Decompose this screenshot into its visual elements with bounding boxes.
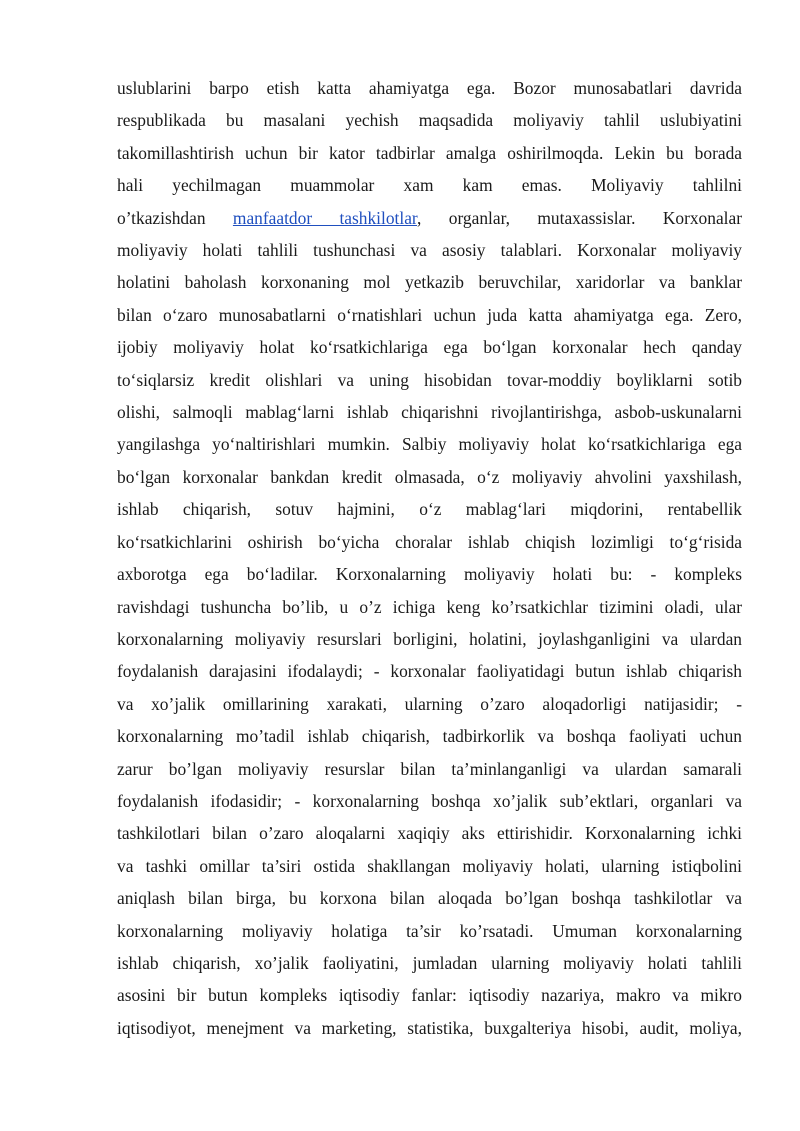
manfaatdor-tashkilotlar-link[interactable]: manfaatdor tashkilotlar — [232, 207, 418, 228]
text-line-26: aniqlash bilan birga, bu korxona bilan aloqada bo’lgan boshqa tashkilotlar va — [117, 888, 742, 909]
text-line-25: va tashki omillar ta’siri ostida shakllangan moliyaviy holati, ularning istiqbolini — [117, 855, 742, 876]
document-page — [117, 72, 742, 1044]
text-line-5-after: , organlar, mutaxassislar. Korxonalar — [417, 207, 742, 228]
text-line-11: olishi, salmoqli mablag‘larni ishlab chiqarishni rivojlantirishga, asbob-uskunalarni — [117, 402, 742, 423]
text-line-15: ko‘rsatkichlarini oshirish bo‘yicha choralar ishlab chiqish lozimligi to‘g‘risida — [117, 531, 742, 552]
text-line-5-before: o’tkazishdan — [117, 207, 233, 228]
text-line-16: axborotga ega bo‘ladilar. Korxonalarning moliyaviy holati bu: - kompleks — [117, 564, 742, 585]
text-line-9: ijobiy moliyaviy holat ko‘rsatkichlariga ega bo‘lgan korxonalar hech qanday — [117, 337, 742, 358]
text-line-14: ishlab chiqarish, sotuv hajmini, o‘z mablag‘lari miqdorini, rentabellik — [117, 499, 742, 520]
text-line-8: bilan o‘zaro munosabatlarni o‘rnatishlari uchun juda katta ahamiyatga ega. Zero, — [117, 304, 742, 325]
text-line-6: moliyaviy holati tahlili tushunchasi va asosiy talablari. Korxonalar moliyaviy — [117, 240, 742, 261]
text-line-20: va xo’jalik omillarining xarakati, ularning o’zaro aloqadorligi natijasidir; - — [117, 693, 742, 714]
text-line-3: takomillashtirish uchun bir kator tadbirlar amalga oshirilmoqda. Lekin bu borada — [117, 142, 742, 163]
text-line-22: zarur bo’lgan moliyaviy resurslar bilan ta’minlanganligi va ulardan samarali — [117, 758, 742, 779]
text-line-12: yangilashga yo‘naltirishlari mumkin. Salbiy moliyaviy holat ko‘rsatkichlariga ega — [117, 434, 742, 455]
text-line-13: bo‘lgan korxonalar bankdan kredit olmasada, o‘z moliyaviy ahvolini yaxshilash, — [117, 466, 742, 487]
text-line-28: ishlab chiqarish, xo’jalik faoliyatini, jumladan ularning moliyaviy holati tahlili — [117, 952, 742, 973]
text-line-23: foydalanish ifodasidir; - korxonalarning boshqa xo’jalik sub’ektlari, organlari va — [117, 790, 742, 811]
text-line-10: to‘siqlarsiz kredit olishlari va uning hisobidan tovar-moddiy boyliklarni sotib — [117, 369, 742, 390]
text-line-21: korxonalarning mo’tadil ishlab chiqarish, tadbirkorlik va boshqa faoliyati uchun — [117, 726, 742, 747]
text-line-17: ravishdagi tushuncha bo’lib, u o’z ichiga keng ko’rsatkichlar tizimini oladi, ular — [117, 596, 742, 617]
text-line-27: korxonalarning moliyaviy holatiga ta’sir ko’rsatadi. Umuman korxonalarning — [117, 920, 742, 941]
text-line-30: iqtisodiyot, menejment va marketing, statistika, buxgalteriya hisobi, audit, moliya, — [117, 1017, 742, 1038]
text-line-24: tashkilotlari bilan o’zaro aloqalarni xaqiqiy aks ettirishidir. Korxonalarning ichki — [117, 823, 742, 844]
text-line-4: hali yechilmagan muammolar xam kam emas. Moliyaviy tahlilni — [117, 175, 742, 196]
text-line-29: asosini bir butun kompleks iqtisodiy fanlar: iqtisodiy nazariya, makro va mikro — [117, 985, 742, 1006]
text-line-2: respublikada bu masalani yechish maqsadida moliyaviy tahlil uslubiyatini — [117, 110, 742, 131]
text-line-19: foydalanish darajasini ifodalaydi; - korxonalar faoliyatidagi butun ishlab chiqarish — [117, 661, 742, 682]
text-line-18: korxonalarning moliyaviy resurslari borligini, holatini, joylashganligini va ulardan — [117, 628, 742, 649]
text-line-1: uslublarini barpo etish katta ahamiyatga ega. Bozor munosabatlari davrida — [117, 78, 742, 98]
text-line-5-with-link — [117, 202, 742, 234]
text-line-7: holatini baholash korxonaning mol yetkazib beruvchilar, xaridorlar va banklar — [117, 272, 742, 293]
